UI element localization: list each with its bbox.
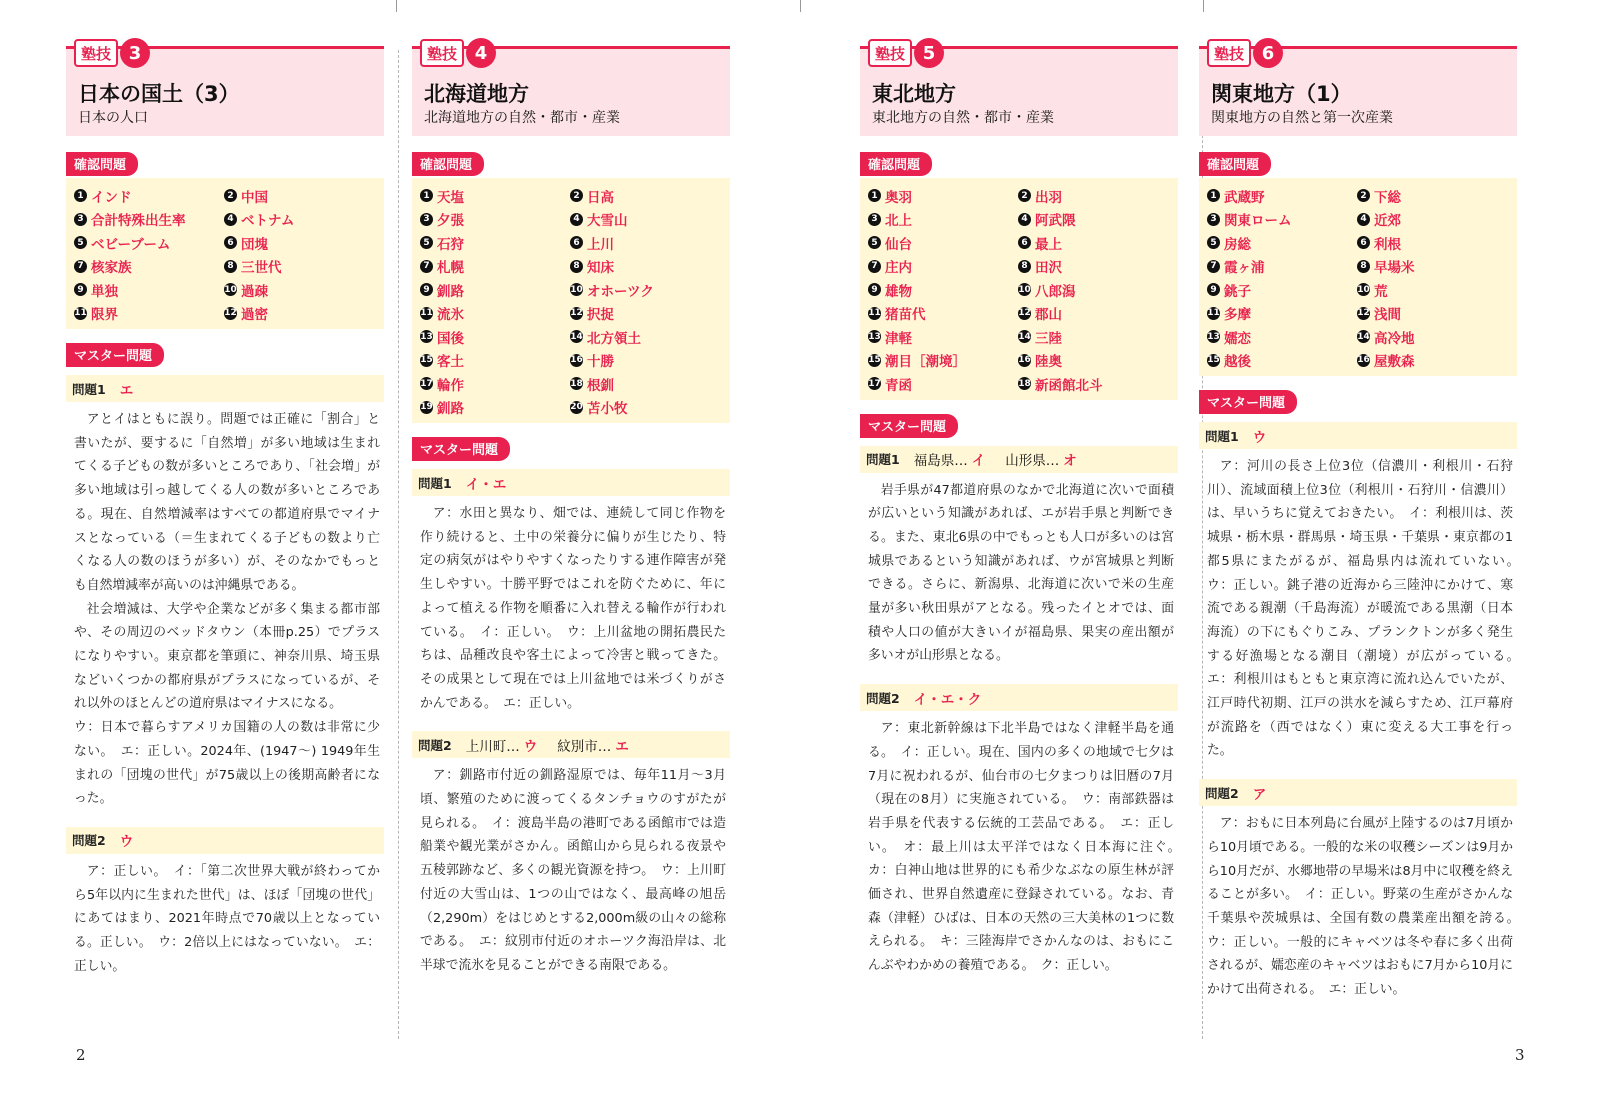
number-icon: 12 [224,308,237,319]
answer-item: 14 高冷地 [1357,330,1415,347]
number-icon: 6 [224,236,237,249]
number-icon: 7 [1207,260,1220,273]
section-title: 北海道地方 [424,82,529,106]
master-label: マスター問題 [1199,390,1297,414]
problem-tag: 問題1 [72,381,106,397]
badge-word: 塾技 [1207,39,1251,67]
problem-answer: イ・エ・ク [913,691,982,708]
number-icon: 13 [1207,331,1220,342]
answer-item: 5 ベビーブーム [74,231,224,255]
answer-item: 5 石狩 [420,231,570,255]
answer-item: 12 択捉 [570,307,614,324]
section-header [66,38,384,134]
number-icon: 12 [1018,308,1031,319]
section-header [1199,38,1517,134]
answer-item: 4 近郊 [1357,208,1507,232]
explanation: ア：水田と異なり、畑では、連続して同じ作物を作り続けると、土中の栄養分に偏りが生じたり、特定の病気がはやりやすくなったりする連作障害が発生しやすい。十勝平野ではこれを防ぐために、年によって植える作物を順番に入れ替える輪作が行われている。 イ：正しい。 ウ：上川盆地の開拓農民たちは、品種改良や客土によって冷害と戦ってきた。その成果として現在では上川盆地では米づくりがさかんである。 エ：正しい。 [420,506,726,711]
answer-item: 9 釧路 [420,278,570,302]
answer-item: 14 三陸 [1018,330,1062,347]
answer-item: 10 オホーツク [570,283,654,300]
problem-header [860,684,1178,711]
problem-header [66,827,384,854]
number-icon: 4 [1018,213,1031,226]
answer-item: 4 阿武隈 [1018,208,1168,232]
section-badge [420,38,496,68]
number-icon: 4 [570,213,583,226]
answer-item: 11 猪苗代 [868,307,926,324]
number-icon: 10 [1357,284,1370,295]
answer-item: 1 武蔵野 [1207,184,1357,208]
problem-header [412,731,730,758]
section-3 [66,38,384,978]
number-icon: 8 [570,260,583,273]
crop-mark-left [396,0,397,12]
number-icon: 20 [570,402,583,413]
answer-item: 1 天塩 [420,184,570,208]
answer-item: 11 多摩 [1207,307,1251,324]
answer-item: 5 房総 [1207,231,1357,255]
answer-item: 10 荒 [1357,283,1388,300]
explanation: 岩手県が47都道府県のなかで北海道に次いで面積が広いという知識があれば、エが岩手県と判断できる。また、東北6県の中でもっとも人口が多いのは宮城県であるという知識があれば、ウが宮城県と判断できる。さらに、新潟県、北海道に次いで米の生産量が多い秋田県がアとなる。残ったイとオでは、面積や人口の値が大きいイが福島県、果実の産出額が多いオが山形県となる。 [868,482,1174,664]
number-icon: 10 [224,284,237,295]
answer-item: 11 流氷 [420,307,464,324]
number-icon: 5 [74,236,87,249]
answer-item: 19 釧路 [420,401,464,418]
number-icon: 2 [1357,189,1370,202]
number-icon: 3 [74,213,87,226]
badge-number: 6 [1253,38,1283,68]
number-icon: 16 [1357,355,1370,366]
section-5 [860,38,1187,978]
answer-item: 3 合計特殊出生率 [74,208,224,232]
problem-header [1199,422,1517,449]
explanation: ア：河川の長さ上位3位（信濃川・利根川・石狩川）、流域面積上位3位（利根川・石狩川・信濃川）は、早いうちに覚えておきたい。 イ：利根川は、茨城県・栃木県・群馬県・埼玉県・千葉県・東京都の1都5県にまたがるが、福島県内は流れていない。 ウ：正しい。銚子港の近海から三陸沖にかけて、寒流である親潮（千島海流）が暖流である黒潮（日本海流）の下にもぐりこみ、プランクトンが多く発生する好漁場となる潮目（潮境）が広がっている。 エ：利根川はもともと東京湾に流れ込んでいたが、江戸時代初期、江戸の洪水を減らすため、江戸幕府が流路を（西ではなく）東に変える大工事を行った。 [1207,459,1526,759]
number-icon: 11 [420,308,433,319]
problem-tag: 問題1 [418,475,452,491]
answer-item: 4 大雪山 [570,208,720,232]
problem-answer: イ [971,453,986,469]
number-icon: 2 [1018,189,1031,202]
number-icon: 15 [1207,355,1220,366]
number-icon: 10 [570,284,583,295]
answer-item: 6 団塊 [224,231,374,255]
number-icon: 18 [1018,378,1031,389]
number-icon: 3 [1207,213,1220,226]
problem-header [860,446,1178,473]
answer-item: 13 津軽 [868,330,912,347]
number-icon: 6 [1357,236,1370,249]
number-icon: 3 [868,213,881,226]
answer-item: 5 仙台 [868,231,1018,255]
number-icon: 8 [1018,260,1031,273]
master-label: マスター問題 [66,343,164,367]
answer-item: 15 客土 [420,354,464,371]
number-icon: 13 [420,331,433,342]
page-number-left: 2 [76,1046,86,1064]
problem-tag: 問題2 [72,833,106,849]
badge-number: 5 [914,38,944,68]
number-icon: 11 [1207,308,1220,319]
problem-answer: オ [1063,453,1077,469]
answer-item: 12 過密 [224,307,268,324]
problem-tag: 問題2 [418,737,452,753]
confirm-label: 確認問題 [66,152,138,176]
number-icon: 14 [570,331,583,342]
answer-item: 2 日高 [570,184,720,208]
number-icon: 8 [1357,260,1370,273]
number-icon: 1 [868,189,881,202]
number-icon: 10 [1018,284,1031,295]
explanation: ア：釧路市付近の釧路湿原では、毎年11月～3月頃、繁殖のために渡ってくるタンチョウのすがたが見られる。 イ：渡島半島の港町である函館市では造船業や観光業がさかん。函館山から見られる夜景や五稜郭跡など、多くの観光資源を持つ。 ウ：上川町付近の大雪山は、1つの山ではなく、最高峰の旭岳（2,290m）をはじめとする2,000m級の山々の総称である。 エ：紋別市付近のオホーツク海沿岸は、北半球で流氷を見ることができる南限である。 [420,768,726,973]
problem-header [66,375,384,402]
confirm-answers [66,178,384,329]
section-subtitle: 日本の人口 [78,110,148,126]
badge-word: 塾技 [74,39,118,67]
number-icon: 1 [420,189,433,202]
answer-item: 9 銚子 [1207,278,1357,302]
answer-item: 11 限界 [74,307,118,324]
confirm-label: 確認問題 [1199,152,1271,176]
problem-tag: 問題1 [1205,428,1239,444]
problem-label: 紋別市… [557,738,612,755]
number-icon: 1 [74,189,87,202]
number-icon: 11 [74,308,87,319]
number-icon: 11 [868,308,881,319]
section-subtitle: 東北地方の自然・都市・産業 [872,110,1054,126]
section-title: 日本の国土（3） [78,82,240,106]
answer-item: 10 過疎 [224,283,268,300]
number-icon: 5 [868,236,881,249]
number-icon: 9 [868,283,881,296]
problem-answer: エ [119,382,134,399]
problem-tag: 問題1 [866,452,900,467]
answer-item: 8 早場米 [1357,255,1507,279]
answer-item: 2 中国 [224,184,374,208]
confirm-answers [1199,178,1517,376]
badge-word: 塾技 [868,39,912,67]
number-icon: 4 [224,213,237,226]
confirm-answers [412,178,730,423]
number-icon: 12 [1357,308,1370,319]
answer-item: 4 ベトナム [224,208,374,232]
answer-item: 3 北上 [868,208,1018,232]
answer-item: 15 越後 [1207,354,1251,371]
problem-label: 上川町… [465,738,520,755]
confirm-answers [860,178,1178,400]
page-number-right: 3 [1515,1046,1525,1064]
number-icon: 17 [420,378,433,389]
number-icon: 3 [420,213,433,226]
problem-header [412,469,730,496]
answer-item: 16 十勝 [570,354,614,371]
master-label: マスター問題 [860,414,958,438]
section-title: 関東地方（1） [1211,82,1352,106]
number-icon: 16 [1018,355,1031,366]
answer-item: 12 浅間 [1357,307,1401,324]
answer-item: 6 最上 [1018,231,1168,255]
answer-item: 9 雄物 [868,278,1018,302]
answer-item: 17 輪作 [420,377,464,394]
answer-item: 13 嬬恋 [1207,330,1251,347]
answer-item: 13 国後 [420,330,464,347]
badge-word: 塾技 [420,39,464,67]
answer-item: 15 潮目［潮境］ [868,354,966,371]
answer-item: 8 知床 [570,255,720,279]
problem-answer: ウ [119,834,134,851]
number-icon: 6 [1018,236,1031,249]
number-icon: 14 [1357,331,1370,342]
answer-item: 3 関東ローム [1207,208,1357,232]
answer-item: 18 根釧 [570,377,614,394]
section-header [860,38,1178,134]
section-title: 東北地方 [872,82,956,106]
answer-item: 20 苫小牧 [570,401,628,418]
answer-item: 12 郡山 [1018,307,1062,324]
badge-number: 3 [120,38,150,68]
explanation: ア：おもに日本列島に台風が上陸するのは7月頃から10月頃である。一般的な米の収穫シーズンは9月から10月だが、水郷地帯の早場米は8月中に収穫を終えることが多い。 イ：正しい。野菜の生産がさかんな千葉県や茨城県は、全国有数の農業産出額を誇る。 ウ：正しい。一般的にキャベツは冬や春に多く出荷されるが、嬬恋産のキャベツはおもに7月から10月にかけて出荷される。 エ：正しい。 [1207,816,1526,998]
section-6 [1199,38,1526,1002]
section-badge [74,38,150,68]
number-icon: 9 [74,283,87,296]
number-icon: 7 [74,260,87,273]
crop-mark-center [800,0,801,12]
explanation: ア：正しい。 イ：「第二次世界大戦が終わってから5年以内に生まれた世代」は、ほぼ「団塊の世代」にあてはまり、2021年時点で70歳以上となっている。正しい。 ウ：2倍以上にはなっていない。 エ：正しい。 [74,863,380,974]
number-icon: 5 [1207,236,1220,249]
problem-answer: ウ [1252,429,1267,446]
number-icon: 2 [570,189,583,202]
number-icon: 8 [224,260,237,273]
number-icon: 18 [570,378,583,389]
number-icon: 19 [420,402,433,413]
answer-item: 1 奥羽 [868,184,1018,208]
confirm-label: 確認問題 [412,152,484,176]
explanation: ア：東北新幹線は下北半島ではなく津軽半島を通る。 イ：正しい。現在、国内の多くの地域で七夕は7月に祝われるが、仙台市の七夕まつりは旧暦の7月（現在の8月）に実施されている。 ウ：南部鉄器は岩手県を代表する伝統的工芸品である。 エ：正しい。 オ：最上川は太平洋ではなく日本海に注ぐ。 カ：白神山地は世界的にも希少なぶなの原生林が評価され、世界自然遺産に登録されている。なお、青森（津軽）ひばは、日本の天然の三大美林の1つに数えられる。 キ：三陸海岸でさかんなのは、おもにこんぶやわかめの養殖である。 ク：正しい。 [868,721,1187,974]
column-divider [398,50,399,1039]
answer-item: 1 インド [74,184,224,208]
section-4 [412,38,730,978]
problem-answer: ウ [523,738,538,755]
answer-item: 2 下総 [1357,184,1507,208]
number-icon: 6 [570,236,583,249]
problem-label: 山形県… [1005,453,1060,469]
problem-answer: エ [615,738,629,755]
problem-answer: ア [1252,786,1267,803]
answer-item: 9 単独 [74,278,224,302]
answer-item: 8 三世代 [224,255,374,279]
explanation: アとイはともに誤り。問題では正確に「割合」と書いたが、要するに「自然増」が多い地域は生まれてくる子どもの数が多いところであり、「社会増」が多い地域は引っ越してくる人の数が多いところである。現在、自然増減率はすべての都道府県でマイナスとなっている（＝生まれてくる子どもの数より亡くなる人の数のほうが多い）が、そのなかでもっとも自然増減率が高いのは沖縄県である。 社会増減は、大学や企業などが多く集まる都市部や、その周辺のベッドタウン（本冊p.25）でプラスになりやすい。東京都を筆頭に、神奈川県、埼玉県などいくつかの都府県がプラスになっているが、それ以外のほとんどの道府県はマイナスになる。 ウ：日本で暮らすアメリカ国籍の人の数は非常に少ない。 エ：正しい。2024年、(1947～) 1949年生まれの「団塊の世代」が75歳以上の後期高齢者になった。 [74,412,380,807]
answer-item: 6 利根 [1357,231,1507,255]
answer-item: 7 霞ヶ浦 [1207,255,1357,279]
section-subtitle: 関東地方の自然と第一次産業 [1211,110,1393,126]
answer-item: 17 青函 [868,377,912,394]
number-icon: 15 [420,355,433,366]
section-subtitle: 北海道地方の自然・都市・産業 [424,110,620,126]
answer-item: 7 札幌 [420,255,570,279]
answer-item: 2 出羽 [1018,184,1168,208]
number-icon: 12 [570,308,583,319]
answer-item: 16 陸奥 [1018,354,1062,371]
answer-item: 7 庄内 [868,255,1018,279]
number-icon: 17 [868,378,881,389]
confirm-label: 確認問題 [860,152,932,176]
problem-header [1199,779,1517,806]
answer-item: 6 上川 [570,231,720,255]
number-icon: 14 [1018,331,1031,342]
section-badge [868,38,944,68]
number-icon: 15 [868,355,881,366]
problem-label: 福島県… [913,453,968,469]
crop-mark-right [1203,0,1204,12]
section-header [412,38,730,134]
number-icon: 4 [1357,213,1370,226]
number-icon: 13 [868,331,881,342]
number-icon: 7 [420,260,433,273]
number-icon: 9 [420,283,433,296]
section-badge [1207,38,1283,68]
master-label: マスター問題 [412,437,510,461]
number-icon: 7 [868,260,881,273]
number-icon: 16 [570,355,583,366]
answer-item: 7 核家族 [74,255,224,279]
problem-tag: 問題2 [1205,785,1239,801]
problem-tag: 問題2 [866,690,900,706]
answer-item: 16 屋敷森 [1357,354,1415,371]
number-icon: 5 [420,236,433,249]
badge-number: 4 [466,38,496,68]
number-icon: 9 [1207,283,1220,296]
answer-item: 8 田沢 [1018,255,1168,279]
problem-answer: イ・エ [465,476,507,493]
answer-item: 3 夕張 [420,208,570,232]
number-icon: 2 [224,189,237,202]
answer-item: 18 新函館北斗 [1018,377,1103,394]
answer-item: 10 八郎潟 [1018,283,1076,300]
answer-item: 14 北方領土 [570,330,641,347]
number-icon: 1 [1207,189,1220,202]
